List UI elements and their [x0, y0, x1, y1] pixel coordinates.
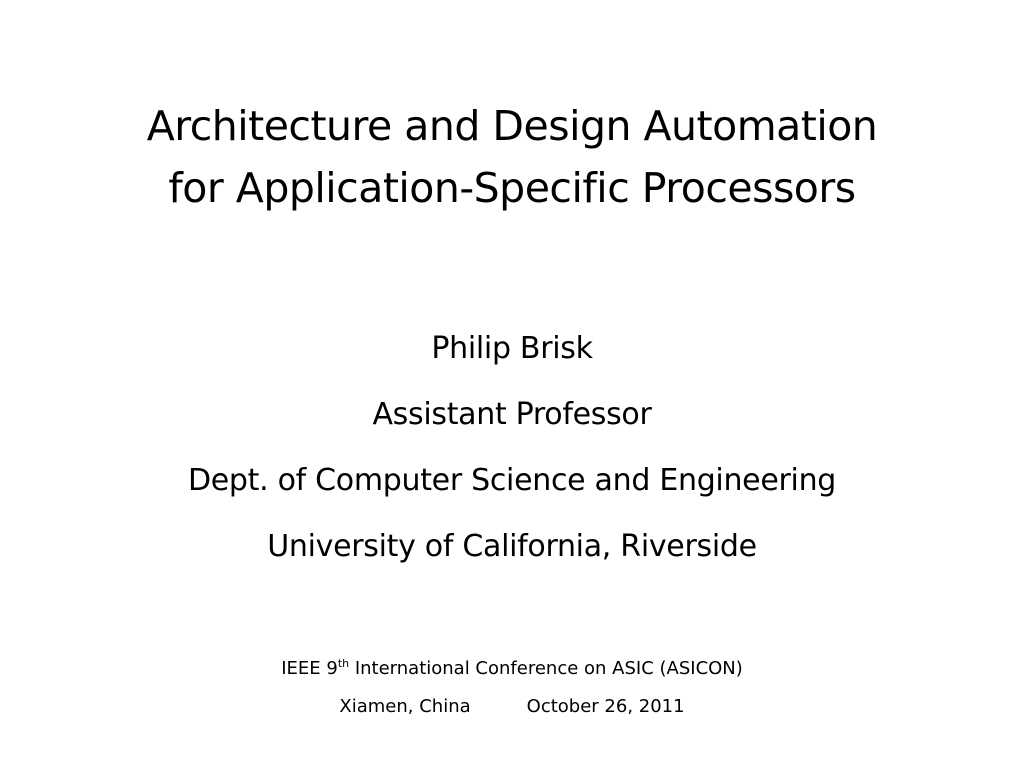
author-department: Dept. of Computer Science and Engineering — [187, 463, 837, 498]
conference-location-date — [40, 688, 984, 726]
conference-name — [40, 650, 984, 688]
slide-title — [40, 95, 984, 219]
conference-rest: International Conference on ASIC (ASICON) — [349, 658, 743, 679]
conference-ordinal-suffix: th — [337, 657, 350, 670]
conference-block — [40, 650, 984, 726]
conference-prefix: IEEE 9 — [281, 658, 338, 679]
author-block — [40, 316, 984, 580]
conference-location: Xiamen, China — [339, 696, 471, 717]
conference-date: October 26, 2011 — [526, 696, 685, 717]
author-name: Philip Brisk — [431, 331, 593, 366]
title-line-1: Architecture and Design Automation — [146, 102, 878, 150]
author-position: Assistant Professor — [372, 397, 652, 432]
author-university: University of California, Riverside — [267, 529, 757, 564]
title-line-2: for Application-Specific Processors — [168, 164, 856, 212]
